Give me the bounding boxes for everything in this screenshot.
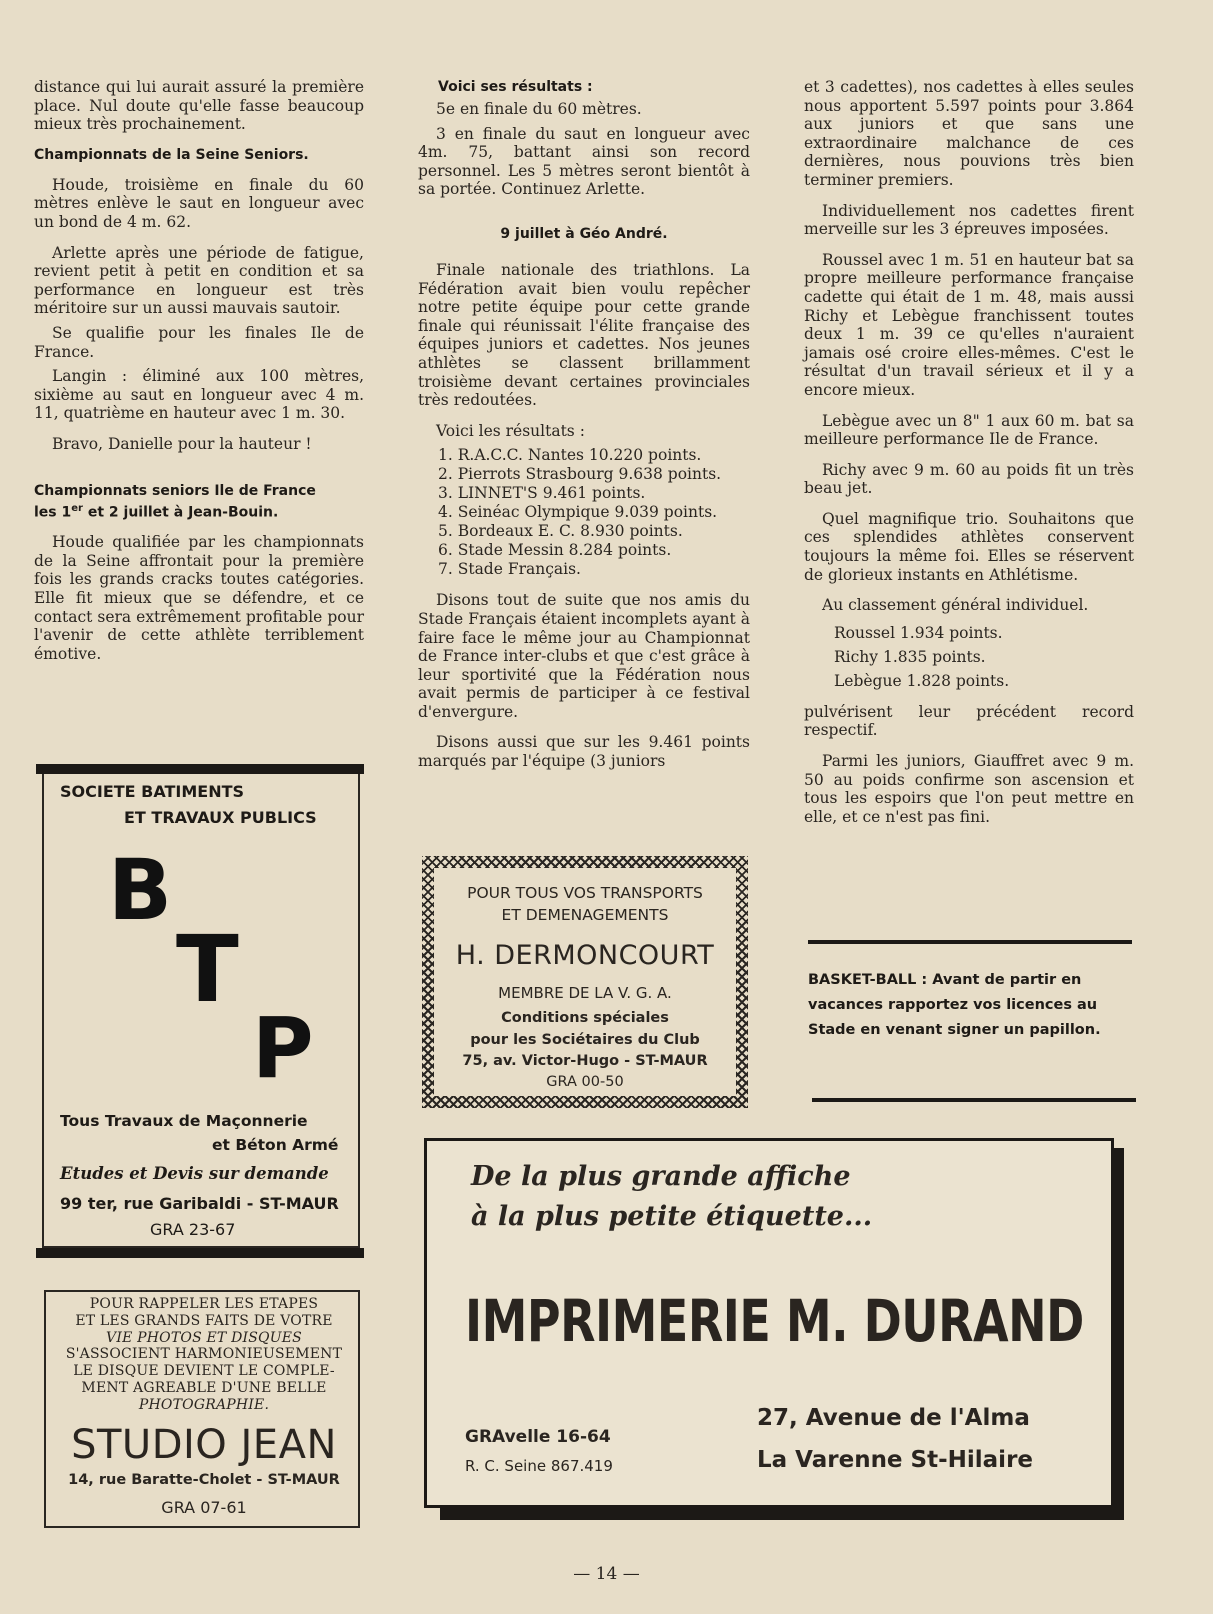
dermoncourt-line-2: ET DEMENAGEMENTS [501, 906, 669, 924]
durand-address-1: 27, Avenue de l'Alma [757, 1405, 1030, 1431]
heading-9-juillet: 9 juillet à Géo André. [500, 225, 668, 242]
dermoncourt-inner [434, 868, 736, 1096]
durand-slogan-2: à la plus petite étiquette... [471, 1201, 873, 1232]
col1-qualifie: Se qualifie pour les finales Ile de France. [34, 323, 364, 361]
btp-title-2: ET TRAVAUX PUBLICS [124, 808, 317, 827]
dermoncourt-name: H. DERMONCOURT [455, 940, 715, 971]
dermoncourt-member: MEMBRE DE LA V. G. A. [498, 984, 672, 1002]
page-number: — 14 — [573, 1564, 640, 1584]
dermoncourt-conditions: Conditions spéciales [501, 1010, 669, 1026]
col2-voici: Voici les résultats : [436, 421, 585, 440]
result-item: 3. LINNET'S 9.461 points. [438, 484, 646, 503]
ranking-item: Roussel 1.934 points. [834, 623, 1003, 642]
heading-seine-seniors: Championnats de la Seine Seniors. [34, 146, 309, 163]
col3-trio: Quel magnifique trio. Souhaitons que ces splendides athlètes conservent toujours la même foi. Elles se réservent de glorieux instants en Athlétisme. [804, 509, 1134, 584]
col1-bravo: Bravo, Danielle pour la hauteur ! [52, 434, 312, 453]
col3-individuellement: Individuellement nos cadettes firent merveille sur les 3 épreuves imposées. [804, 201, 1134, 239]
general-ranking [804, 621, 1134, 693]
heading-ses-resultats: Voici ses résultats : [438, 79, 593, 95]
ranking-item: Lebègue 1.828 points. [834, 671, 1010, 690]
basket-top-rule [808, 940, 1132, 944]
durand-slogan-1: De la plus grande affiche [471, 1161, 851, 1192]
col3-classement: Au classement général individuel. [822, 596, 1089, 615]
col3-parmi: Parmi les juniors, Giauffret avec 9 m. 50 au poids confirme son ascension et tous les espoirs que l'on peut mettre en elle, et ce n'est pas fini. [804, 752, 1134, 826]
btp-bottom-bar [36, 1248, 364, 1258]
heading-ile-de-france: Championnats seniors Ile de France les 1er et 2 juillet à Jean-Bouin. [34, 482, 316, 521]
col1-langin: Langin : éliminé aux 100 mètres, sixième au saut en longueur avec 4 m. 11, quatrième en hauteur avec 1 m. 30. [34, 367, 364, 423]
studio-phone: GRA 07-61 [161, 1498, 247, 1517]
result-item: 4. Seinéac Olympique 9.039 points. [438, 503, 718, 522]
btp-line-3: Etudes et Devis sur demande [60, 1164, 329, 1183]
basket-bottom-rule [812, 1098, 1136, 1102]
col2-disons-aussi: Disons aussi que sur les 9.461 points marqués par l'équipe (3 juniors [418, 733, 750, 771]
col3-lebegue: Lebègue avec un 8" 1 aux 60 m. bat sa meilleure performance Ile de France. [804, 411, 1134, 449]
result-item: 1. R.A.C.C. Nantes 10.220 points. [438, 446, 702, 465]
btp-phone: GRA 23-67 [150, 1220, 236, 1239]
basket-notice: BASKET-BALL : Avant de partir en vacances rapportez vos licences au Stade en venant signer un papillon. [808, 972, 1101, 1038]
col3-pulverisent: pulvérisent leur précédent record respectif. [804, 702, 1134, 740]
col2-5e: 5e en finale du 60 mètres. [436, 100, 642, 118]
btp-logo-t: T [176, 916, 239, 1023]
col2-disons: Disons tout de suite que nos amis du Stade Français étaient incomplets ayant à faire face le même jour au Championnat de France inter-clubs et que c'est grâce à leur sportivité que la Fédération nous avait permis de participer à ce festival d'envergure. [418, 591, 750, 721]
durand-phone: GRAvelle 16-64 [465, 1427, 611, 1447]
btp-top-bar [36, 764, 364, 774]
durand-name: IMPRIMERIE M. DURAND [465, 1287, 1084, 1355]
col1-intro: distance qui lui aurait assuré la première place. Nul doute qu'elle fasse beaucoup mieux très prochainement. [34, 78, 364, 134]
dermoncourt-societaires: pour les Sociétaires du Club [470, 1032, 700, 1048]
col2-finale: Finale nationale des triathlons. La Fédération avait bien voulu repêcher notre petite équipe pour cette grande finale qui réunissait l'élite française des équipes juniors et cadettes. Nos jeunes athlètes se classent brillamment troisième devant certaines provinciales très redoutées. [418, 260, 750, 410]
studio-address: 14, rue Baratte-Cholet - ST-MAUR [68, 1472, 340, 1488]
result-item: 5. Bordeaux E. C. 8.930 points. [438, 522, 683, 541]
durand-rc: R. C. Seine 867.419 [465, 1457, 613, 1475]
btp-logo-p: P [252, 999, 314, 1097]
col3-richy: Richy avec 9 m. 60 au poids fit un très beau jet. [804, 460, 1134, 498]
studio-name: STUDIO JEAN [71, 1422, 337, 1468]
col1-houde-qualifiee: Houde qualifiée par les championnats de la Seine affrontait pour la première fois les grands cracks toutes catégories. Elle fit mieux que se défendre, et ce contact sera extrêmement profitable pour l'avenir de cette athlète terriblement émotive. [34, 533, 364, 663]
studio-jean-ad [44, 1290, 360, 1528]
btp-line-2: et Béton Armé [212, 1136, 339, 1154]
column-3 [804, 78, 1134, 838]
result-item: 2. Pierrots Strasbourg 9.638 points. [438, 465, 722, 484]
durand-address-2: La Varenne St-Hilaire [757, 1447, 1034, 1473]
results-list [418, 446, 750, 579]
dermoncourt-address: 75, av. Victor-Hugo - ST-MAUR [462, 1053, 708, 1069]
col3-continued: et 3 cadettes), nos cadettes à elles seules nous apportent 5.597 points pour 3.864 aux juniors et que sans une extraordinaire malchance de ces dernières, nous pouvions très bien terminer premiers. [804, 78, 1134, 189]
column-1 [34, 78, 364, 675]
btp-ad [42, 774, 360, 1248]
col2-3: 3 en finale du saut en longueur avec 4m. 75, battant ainsi son record personnel. Les 5 mètres seront bientôt à sa portée. Continuez Arlette. [418, 124, 750, 199]
btp-line-1: Tous Travaux de Maçonnerie [60, 1112, 308, 1130]
ranking-item: Richy 1.835 points. [834, 647, 986, 666]
btp-title-1: SOCIETE BATIMENTS [60, 782, 245, 801]
result-item: 6. Stade Messin 8.284 points. [438, 541, 672, 560]
column-2 [418, 78, 750, 783]
dermoncourt-phone: GRA 00-50 [546, 1074, 624, 1090]
dermoncourt-ad [422, 856, 748, 1108]
result-item: 7. Stade Français. [438, 560, 581, 579]
btp-logo-b: B [108, 841, 173, 939]
col3-roussel: Roussel avec 1 m. 51 en hauteur bat sa propre meilleure performance française cadette qui était de 1 m. 48, mais aussi Richy et Lebègue franchissent toutes deux 1 m. 39 ce qu'elles n'auraient jamais osé croire elles-mêmes. C'est le résultat d'un travail sérieux et il y a encore mieux. [804, 250, 1134, 399]
btp-address: 99 ter, rue Garibaldi - ST-MAUR [60, 1194, 339, 1213]
durand-ad [424, 1138, 1114, 1508]
col1-houde: Houde, troisième en finale du 60 mètres enlève le saut en longueur avec un bond de 4 m. 62. [34, 175, 364, 231]
col1-arlette: Arlette après une période de fatigue, revient petit à petit en condition et sa performance en longueur est très méritoire sur un aussi mauvais sautoir. [34, 243, 364, 318]
dermoncourt-line-1: POUR TOUS VOS TRANSPORTS [467, 884, 703, 902]
studio-text: POUR RAPPELER LES ETAPES ET LES GRANDS FAITS DE VOTRE VIE PHOTOS ET DISQUES S'ASSOCIENT HARMONIEUSEMENT LE DISQUE DEVIENT LE COMPLE- MENT AGREABLE D'UNE BELLE PHOTOGRAPHIE. [65, 1296, 343, 1413]
